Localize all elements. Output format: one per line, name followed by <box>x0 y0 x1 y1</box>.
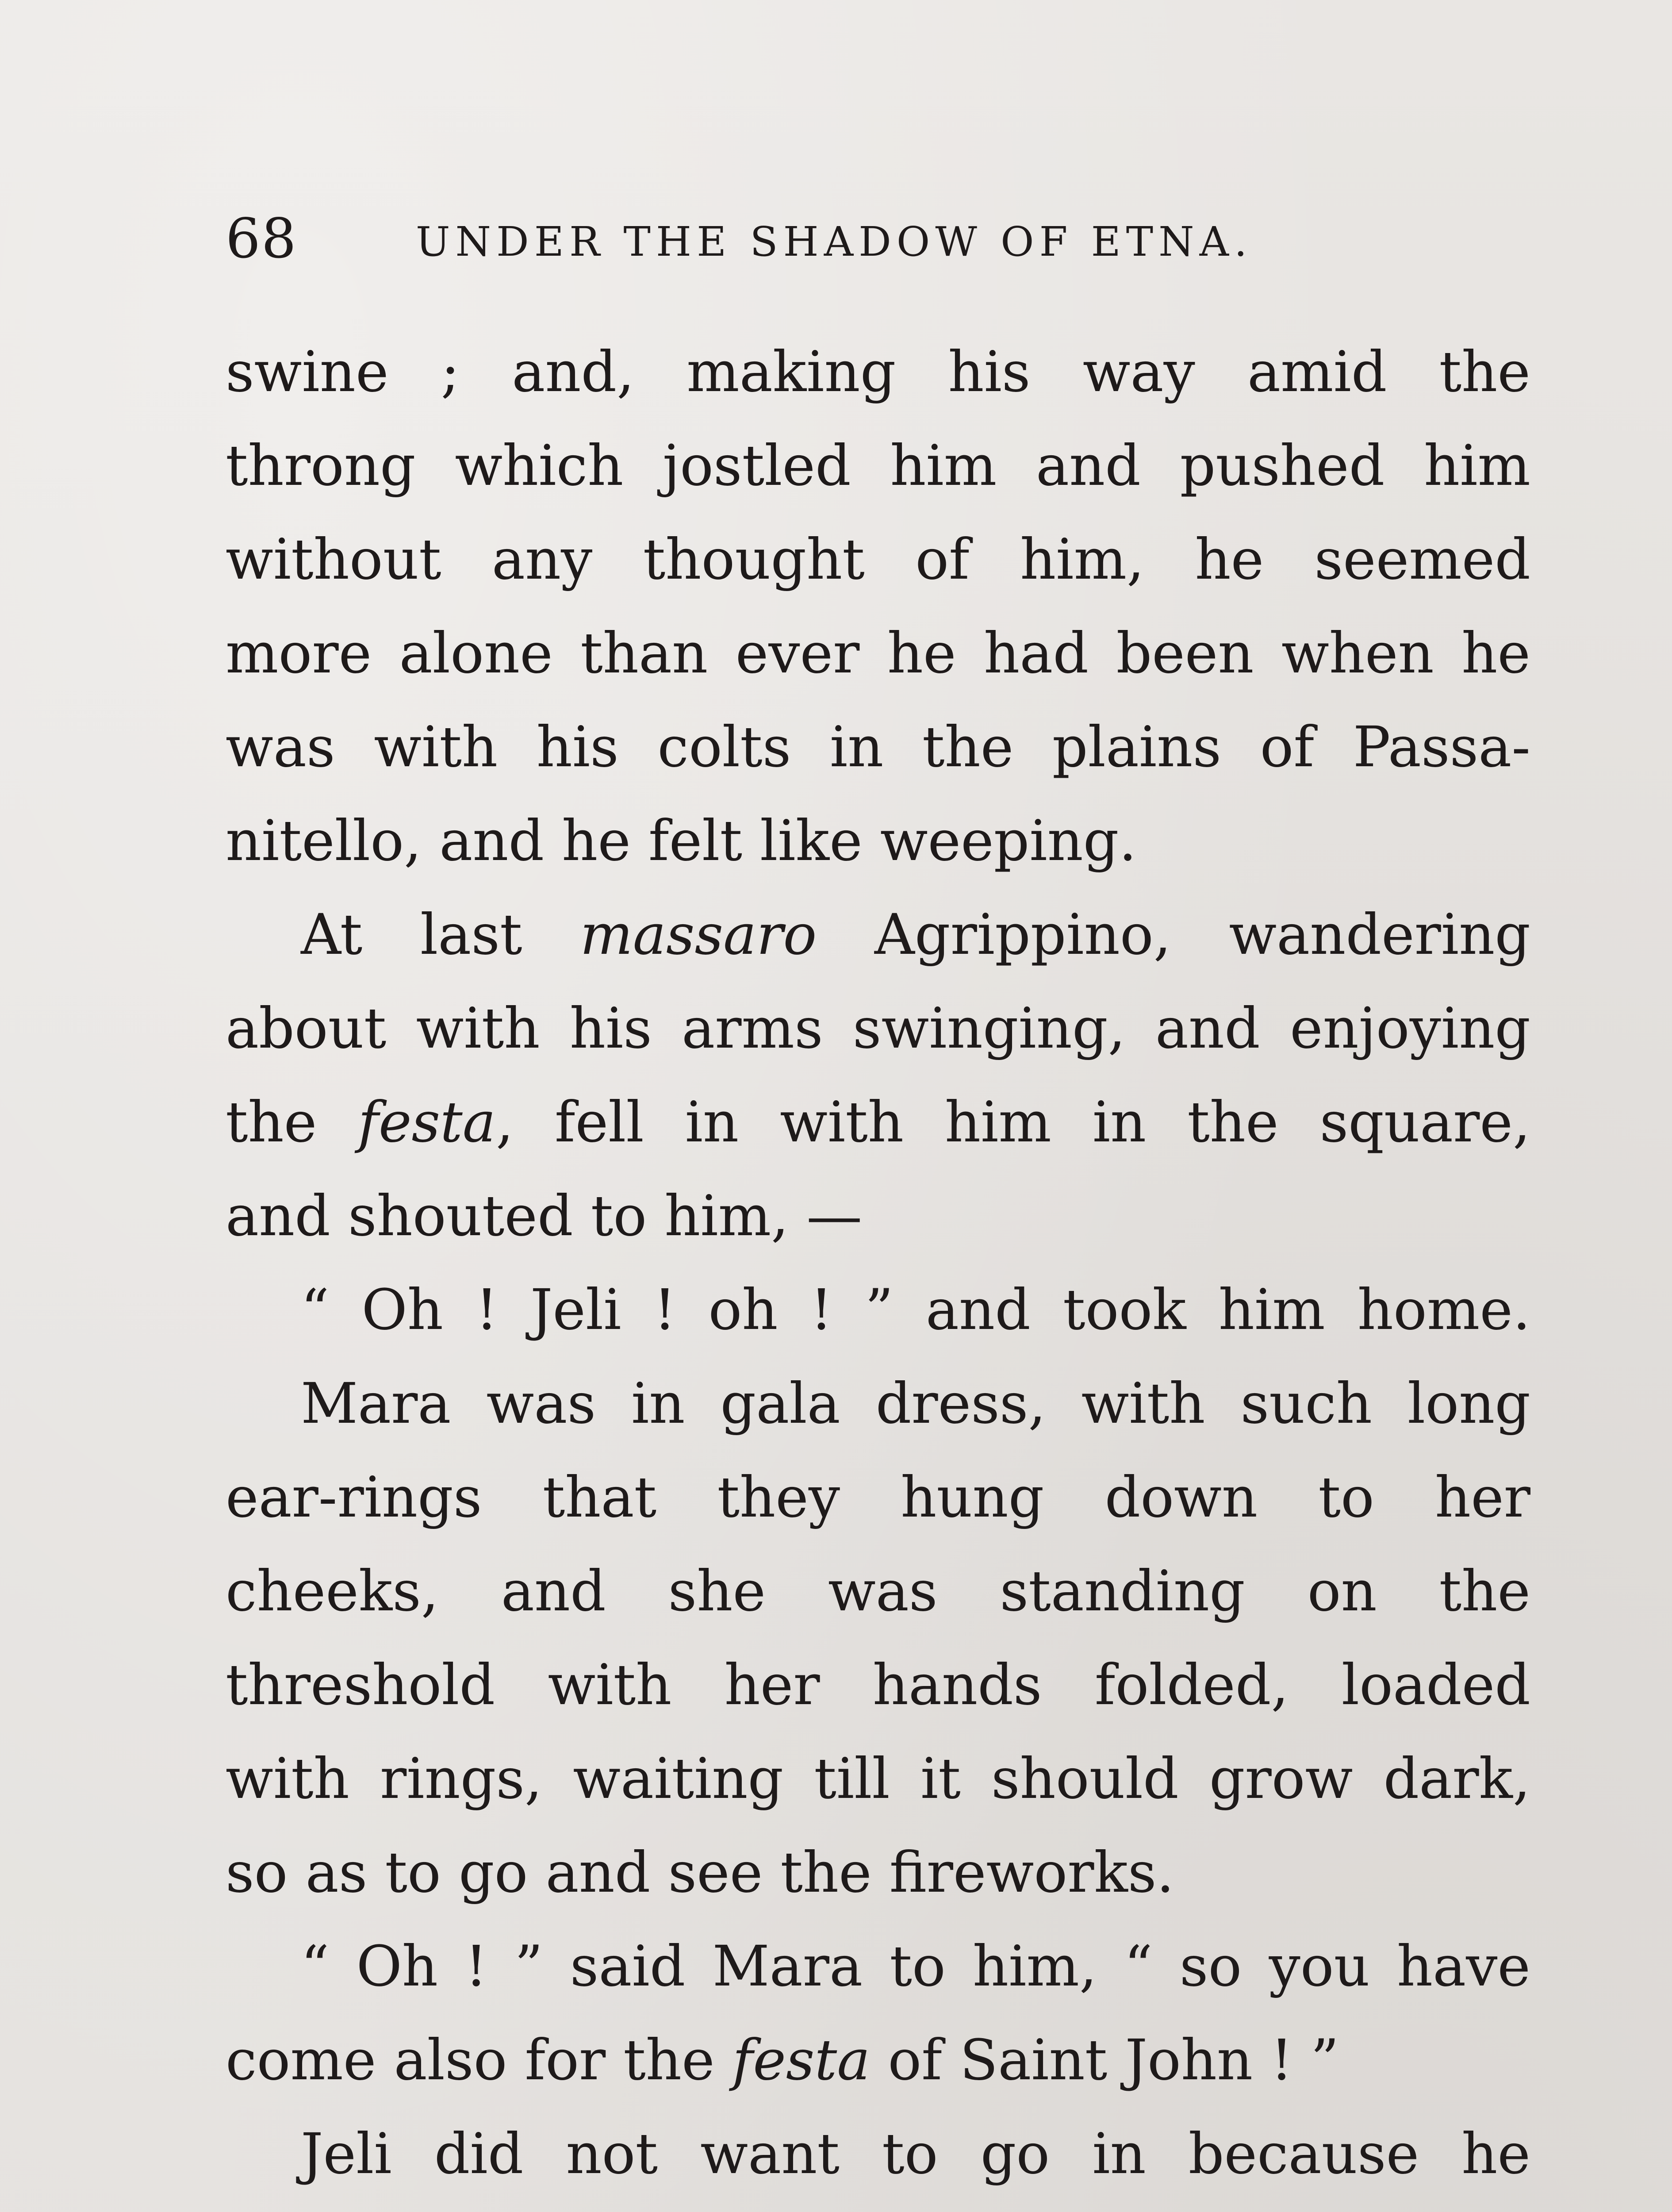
text-line: with rings, waiting till it should grow dark, <box>226 1746 1530 1811</box>
text-line: without any thought of him, he seemed <box>226 527 1530 592</box>
body-text <box>226 325 1530 2212</box>
text-line <box>226 2201 1530 2212</box>
text-line: the festa, fell in with him in the square, <box>226 1090 1531 1155</box>
text-line: so as to go and see the fireworks. <box>226 1840 1174 1905</box>
text-line: ear-rings that they hung down to her <box>226 1465 1530 1530</box>
running-title: UNDER THE SHADOW OF ETNA. <box>416 218 1253 265</box>
text-line: and shouted to him, — <box>226 1183 863 1248</box>
italic-word: massaro <box>580 902 817 967</box>
text-line: cheeks, and she was standing on the <box>226 1559 1530 1624</box>
text-line: swine ; and, making his way amid the <box>226 339 1530 404</box>
italic-word: festa <box>732 2028 871 2093</box>
page-number: 68 <box>226 207 297 271</box>
text-line: “ Oh ! ” said Mara to him, “ so you have <box>301 1934 1530 1999</box>
text-line: about with his arms swinging, and enjoying <box>226 996 1530 1061</box>
text-line: come also for the festa of Saint John ! ” <box>226 2028 1339 2093</box>
italic-word: festa <box>358 1090 496 1155</box>
text-line: throng which jostled him and pushed him <box>226 433 1530 498</box>
text-line: was with his colts in the plains of Passa- <box>226 714 1530 780</box>
text-line: Jeli did not want to go in because he <box>301 2121 1530 2186</box>
text-line: At last massaro Agrippino, wandering <box>301 902 1531 967</box>
text-line: Mara was in gala dress, with such long <box>301 1371 1530 1436</box>
text-line: nitello, and he felt like weeping. <box>226 808 1137 873</box>
text-line: “ Oh ! Jeli ! oh ! ” and took him home. <box>301 1277 1530 1342</box>
page-header <box>226 201 1539 276</box>
text-line: threshold with her hands folded, loaded <box>226 1652 1530 1717</box>
text-line: more alone than ever he had been when he <box>226 621 1530 686</box>
